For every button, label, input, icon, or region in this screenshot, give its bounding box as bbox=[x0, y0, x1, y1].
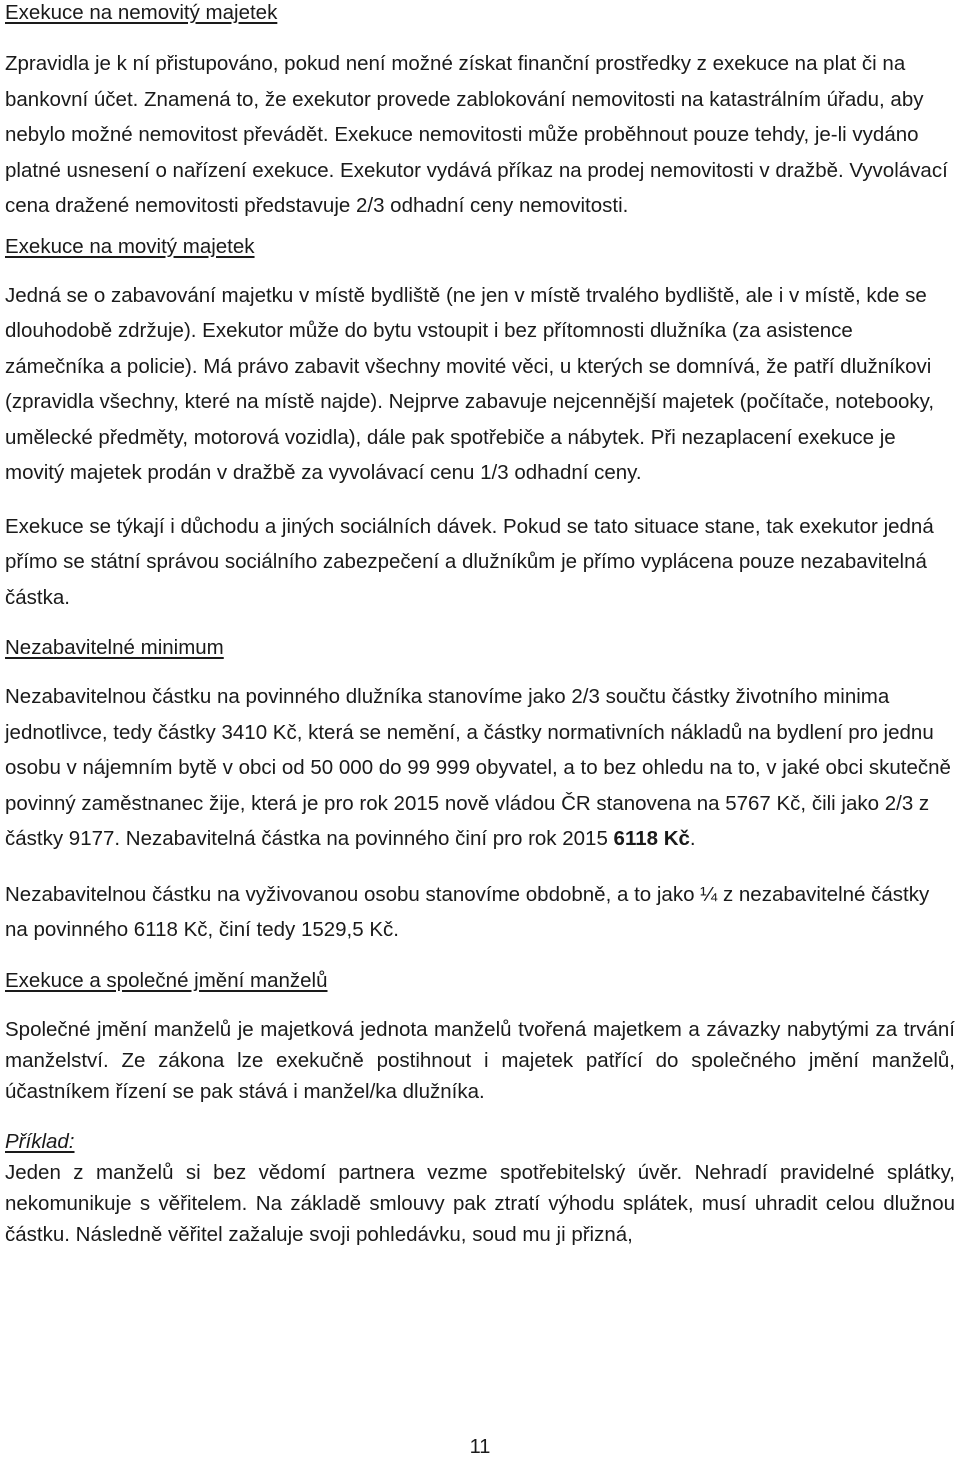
heading-spolecne-jmeni: Exekuce a společné jmění manželů bbox=[5, 968, 328, 992]
paragraph-vyzivovana-osoba: Nezabavitelnou částku na vyživovanou osobu stanovíme obdobně, a to jako ¼ z nezabavitelné částky na povinného 6118 Kč, činí tedy 1529,5 Kč. bbox=[5, 882, 930, 941]
paragraph-nemovity: Zpravidla je k ní přistupováno, pokud není možné získat finanční prostředky z exekuce na plat či na bankovní účet. Znamená to, že exekutor provede zablokování nemovitosti na katastrálním úřadu, aby nebylo možné nemovitost převádět. Exekuce nemovitosti může proběhnout pouze tehdy, je-li vydáno platné usnesení o nařízení exekuce. Exekutor vydává příkaz na prodej nemovitosti v dražbě. Vyvolávací cena dražené nemovitosti představuje 2/3 odhadní ceny nemovitosti. bbox=[5, 52, 948, 217]
paragraph-spolecne-jmeni: Společné jmění manželů je majetková jednota manželů tvořená majetkem a závazky nabytými za trvání manželství. Ze zákona lze exekučně postihnout i majetek patřící do společného jmění manželů, účastníkem řízení se pak stává i manžel/ka dlužníka. bbox=[5, 1017, 955, 1103]
document-page bbox=[5, 0, 955, 1250]
paragraph-minimum-bold-amount: 6118 Kč bbox=[613, 827, 690, 850]
heading-minimum: Nezabavitelné minimum bbox=[5, 636, 224, 659]
heading-movity: Exekuce na movitý majetek bbox=[5, 234, 255, 258]
example-label: Příklad: bbox=[5, 1129, 75, 1153]
paragraph-minimum-end: . bbox=[689, 827, 696, 850]
example-text: Jeden z manželů si bez vědomí partnera vezme spotřebitelský úvěr. Nehradí pravidelné splátky, nekomunikuje s věřitelem. Na základě smlouvy pak ztratí výhodu splátek, musí uhradit celou dlužnou částku. Následně věřitel zažaluje svoji pohledávku, soud mu ji přizná, bbox=[5, 1160, 955, 1246]
paragraph-minimum-text: Nezabavitelnou částku na povinného dlužníka stanovíme jako 2/3 součtu částky životního minima jednotlivce, tedy částky 3410 Kč, která se nemění, a částky normativních nákladů na bydlení pro jednu osobu v nájemním bytě v obci od 50 000 do 99 999 obyvatel, a to bez ohledu na to, v jaké obci skutečně povinný zaměstnanec žije, která je pro rok 2015 nově vládou ČR stanovena na 5767 Kč, čili jako 2/3 z částky 9177. Nezabavitelná částka na povinného činí pro rok 2015 bbox=[5, 685, 951, 850]
page-number: 11 bbox=[469, 1436, 491, 1458]
paragraph-minimum bbox=[5, 679, 955, 857]
paragraph-movity: Jedná se o zabavování majetku v místě bydliště (ne jen v místě trvalého bydliště, ale i v místě, kde se dlouhodobě zdržuje). Exekutor může do bytu vstoupit i bez přítomnosti dlužníka (za asistence zámečníka a policie). Má právo zabavit všechny movité věci, u kterých se domnívá, že patří dlužníkovi (zpravidla všechny, které na místě najde). Nejprve zabavuje nejcennější majetek (počítače, notebooky, umělecké předměty, motorová vozidla), dále pak spotřebiče a nábytek. Při nezaplacení exekuce je movitý majetek prodán v dražbě za vyvolávací cenu 1/3 odhadní ceny. bbox=[5, 283, 935, 484]
paragraph-duchod: Exekuce se týkají i důchodu a jiných sociálních dávek. Pokud se tato situace stane, tak exekutor jedná přímo se státní správou sociálního zabezpečení a dlužníkům je přímo vyplácena pouze nezabavitelná částka. bbox=[5, 514, 934, 609]
heading-nemovity: Exekuce na nemovitý majetek bbox=[5, 1, 278, 24]
